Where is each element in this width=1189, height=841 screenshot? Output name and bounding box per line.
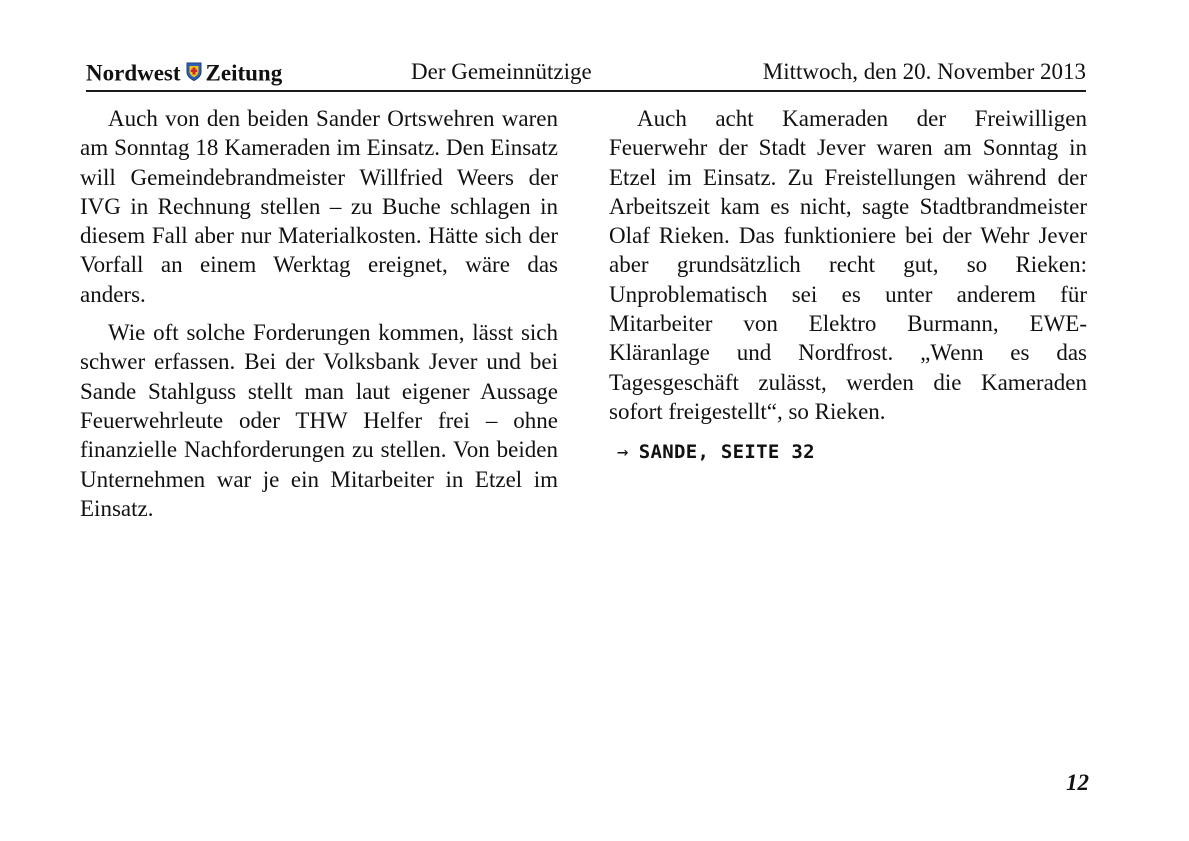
- nwz-crest-icon: [186, 62, 202, 81]
- arrow-right-icon: →: [617, 441, 629, 464]
- article-paragraph: Auch acht Kameraden der Freiwilligen Feuerwehr der Stadt Jever waren am Sonntag in Etzel im Einsatz. Zu Freistellungen während der Arbeitszeit kam es nicht, sagte Stadtbrandmeister Olaf Rieken. Das funktioniere bei der Wehr Jever aber grundsätzlich recht gut, so Rieken: Unproblematisch sei es unter anderem für Mitarbeiter von Elektro Burmann, EWE-Kläranlage und Nordfrost. „Wenn es das Tagesgeschäft zulässt, werden die Kameraden sofort freigestellt“, so Rieken.: [609, 106, 1087, 424]
- page-reference-link[interactable]: [617, 440, 1087, 464]
- article-column-left: [80, 104, 558, 532]
- page-reference-label: SANDE, SEITE 32: [638, 441, 815, 464]
- page-header: [86, 58, 1086, 92]
- masthead: [86, 58, 282, 88]
- article-paragraph: Wie oft solche Forderungen kommen, lässt sich schwer erfassen. Bei der Volksbank Jever und bei Sande Stahlguss stellt man laut eigener Aussage Feuerwehrleute oder THW Helfer frei – ohne finanzielle Nachforderungen zu stellen. Von beiden Unternehmen war je ein Mitarbeiter in Etzel im Einsatz.: [80, 320, 558, 521]
- article-paragraph: Auch von den beiden Sander Ortswehren waren am Sonntag 18 Kameraden im Einsatz. Den Einsatz will Gemeindebrandmeister Willfried Weers der IVG in Rechnung stellen – zu Buche schlagen in diesem Fall aber nur Materialkosten. Hätte sich der Vorfall an einem Werktag ereignet, wäre das anders.: [80, 106, 558, 307]
- section-name: Der Gemeinnützige: [411, 59, 592, 84]
- issue-date: Mittwoch, den 20. November 2013: [762, 59, 1086, 84]
- article-column-right: [609, 104, 1087, 464]
- page-number: 12: [1066, 770, 1089, 795]
- masthead-left: Nordwest: [86, 60, 181, 86]
- masthead-right: Zeitung: [205, 60, 283, 86]
